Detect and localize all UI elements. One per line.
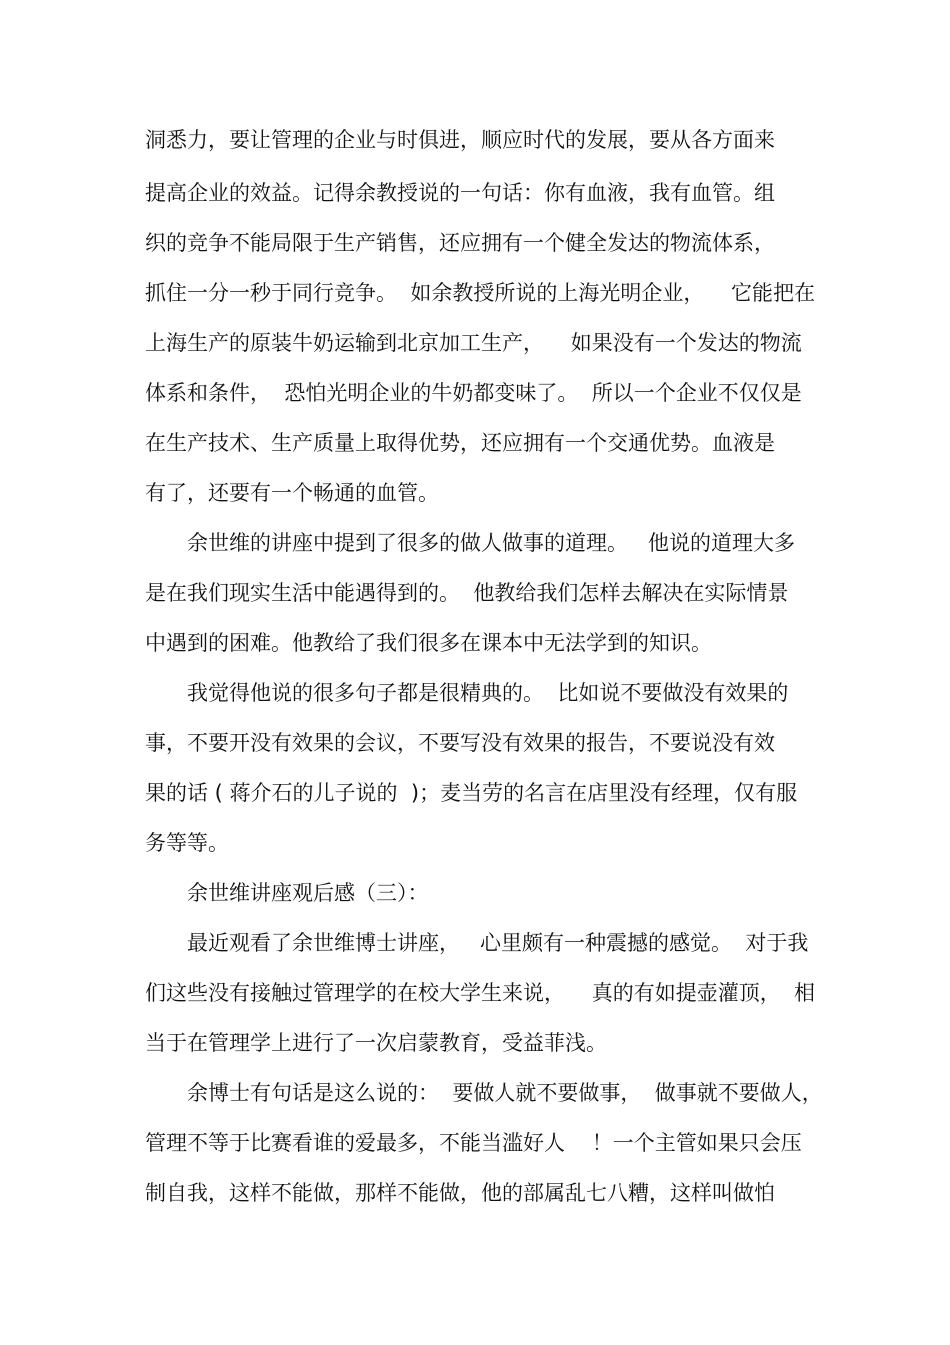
text-line: 管理不等于比赛看谁的爱最多，不能当滥好人 ！一个主管如果只会压: [145, 1131, 802, 1155]
text-line: 中遇到的困难。他教给了我们很多在课本中无法学到的知识。: [145, 631, 712, 655]
text-line: 织的竞争不能局限于生产销售，还应拥有一个健全发达的物流体系，: [145, 231, 775, 255]
text-line: 体系和条件， 恐怕光明企业的牛奶都变味了。 所以一个企业不仅仅是: [145, 381, 802, 405]
text-line: 余博士有句话是这么说的： 要做人就不要做事， 做事就不要做人，: [145, 1081, 823, 1105]
text-line: 最近观看了余世维博士讲座， 心里颇有一种震撼的感觉。 对于我: [145, 931, 809, 955]
text-line: 务等等。: [145, 831, 229, 855]
text-line: 余世维的讲座中提到了很多的做人做事的道理。 他说的道理大多: [145, 531, 796, 555]
text-line: 当于在管理学上进行了一次启蒙教育，受益菲浅。: [145, 1031, 607, 1055]
text-line: 在生产技术、生产质量上取得优势，还应拥有一个交通优势。血液是: [145, 431, 775, 455]
text-line: 果的话 ( 蒋介石的儿子说的 )；麦当劳的名言在店里没有经理，仅有服: [145, 781, 798, 805]
text-line: 上海生产的原装牛奶运输到北京加工生产， 如果没有一个发达的物流: [145, 331, 802, 355]
text-line: 有了，还要有一个畅通的血管。: [145, 481, 439, 505]
text-line: 们这些没有接触过管理学的在校大学生来说， 真的有如提壶灌顶， 相: [145, 981, 816, 1005]
section-heading: 余世维讲座观后感（三）：: [145, 881, 429, 905]
text-line: 是在我们现实生活中能遇得到的。 他教给我们怎样去解决在实际情景: [145, 581, 789, 605]
text-line: 我觉得他说的很多句子都是很精典的。 比如说不要做没有效果的: [145, 681, 789, 705]
text-line: 提高企业的效益。记得余教授说的一句话：你有血液，我有血管。组: [145, 181, 775, 205]
text-line: 洞悉力，要让管理的企业与时俱进，顺应时代的发展，要从各方面来: [145, 128, 775, 152]
text-line: 抓住一分一秒于同行竞争。 如余教授所说的上海光明企业， 它能把在: [145, 281, 816, 305]
text-line: 事，不要开没有效果的会议，不要写没有效果的报告，不要说没有效: [145, 731, 775, 755]
text-line: 制自我，这样不能做，那样不能做，他的部属乱七八糟，这样叫做怕: [145, 1181, 775, 1205]
